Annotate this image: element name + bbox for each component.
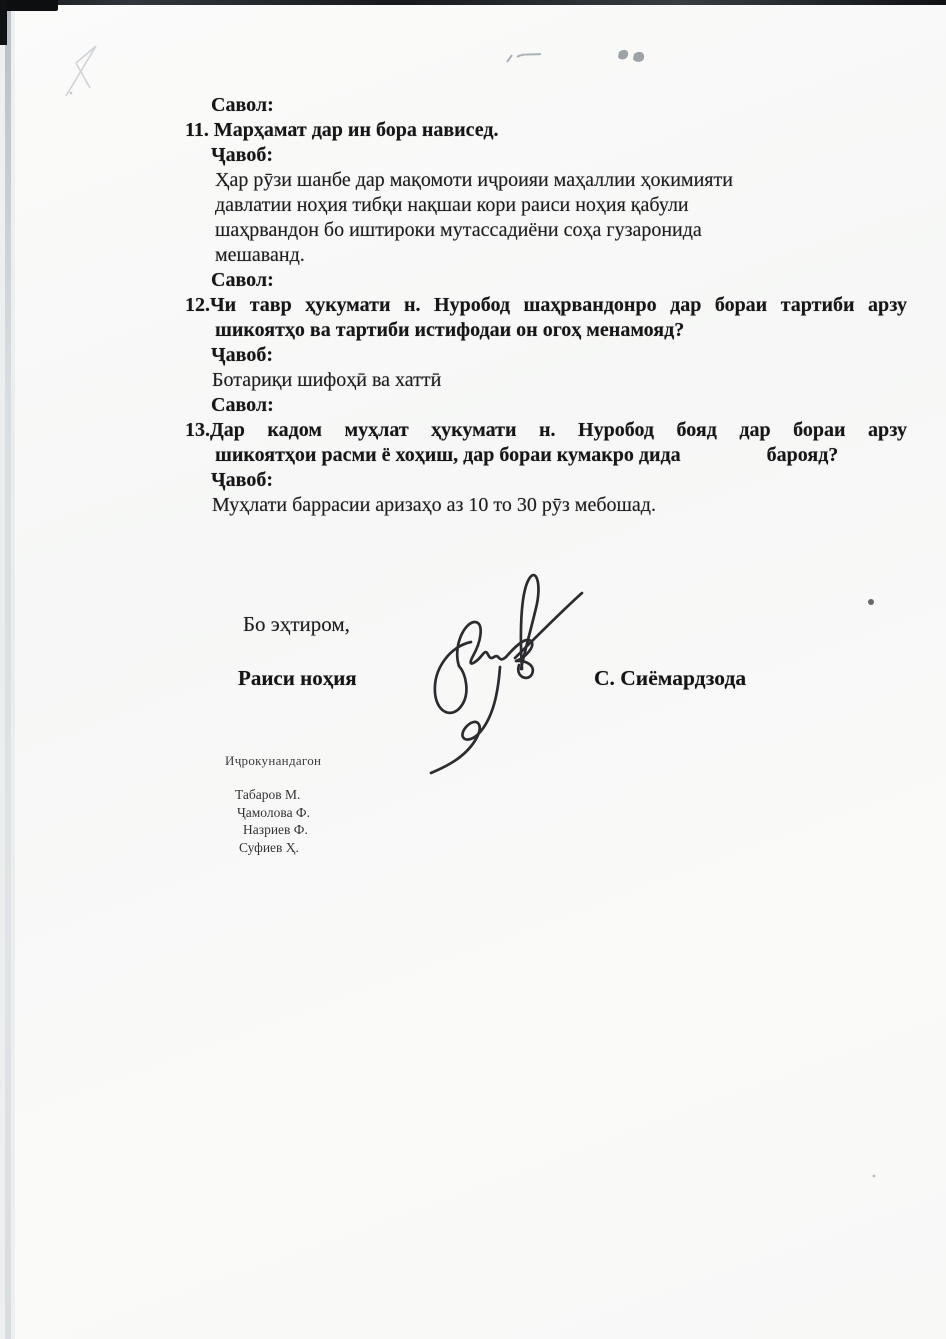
question-13-line-2-text: шикоятҳои расми ё хоҳиш, дар бораи кумакро дида <box>215 444 681 466</box>
answer-13: Муҳлати баррасии аризаҳо аз 10 то 30 рӯз мебошад. <box>212 494 656 516</box>
ink-smudge-left <box>507 54 541 62</box>
executor-name: Суфиев Ҳ. <box>239 839 299 855</box>
paper-speck <box>873 1175 876 1178</box>
question-12-line-2: шикоятҳо ва тартиби истифодаи он огоҳ менамояд? <box>215 319 685 341</box>
executors-list <box>225 786 321 856</box>
ink-dot <box>868 599 874 605</box>
signature-handwriting <box>403 566 585 788</box>
executor-name: Ҷамолова Ф. <box>237 804 310 820</box>
qa-content <box>185 93 907 518</box>
question-13-tail: барояд? <box>766 444 839 466</box>
answer-11-line-3: шаҳрвандон бо иштироки мутассадиёни соҳа гузаронида <box>215 219 702 241</box>
executors-label: Иҷрокунандагон <box>225 753 322 768</box>
answer-12: Ботариқи шифоҳӣ ва хаттӣ <box>212 369 442 391</box>
executor-name: Табаров М. <box>235 787 301 802</box>
answer-label: Ҷавоб: <box>211 469 274 491</box>
executor-name: Назриев Ф. <box>243 822 308 837</box>
signer-title: Раиси ноҳия <box>238 666 357 690</box>
question-label: Савол: <box>211 269 274 291</box>
answer-label: Ҷавоб: <box>211 144 274 166</box>
pencil-mark <box>66 46 96 96</box>
executors-block <box>225 753 321 856</box>
question-11: 11. Марҳамат дар ин бора нависед. <box>185 119 499 141</box>
answer-label: Ҷавоб: <box>211 344 274 366</box>
ink-smudge-right <box>618 50 644 62</box>
answer-11-line-2: давлатии ноҳия тибқи нақшаи кори раиси ноҳия қабули <box>215 194 689 216</box>
question-label: Савол: <box>211 94 274 116</box>
question-12-line-1: 12.Чи тавр ҳукумати н. Нуробод шаҳрвандонро дар бораи тартиби арзу <box>185 294 907 316</box>
question-13-line-1: 13.Дар кадом муҳлат ҳукумати н. Нуробод бояд дар бораи арзу <box>185 419 907 441</box>
closing-salutation: Бо эҳтиром, <box>243 612 350 636</box>
signer-name: С. Сиёмардзода <box>594 666 747 690</box>
answer-11-line-1: Ҳар рӯзи шанбе дар мақомоти иҷроияи маҳаллии ҳокимияти <box>215 169 733 191</box>
question-label: Савол: <box>211 394 274 416</box>
answer-11-line-4: мешаванд. <box>215 244 305 266</box>
question-13-line-2 <box>185 443 907 468</box>
